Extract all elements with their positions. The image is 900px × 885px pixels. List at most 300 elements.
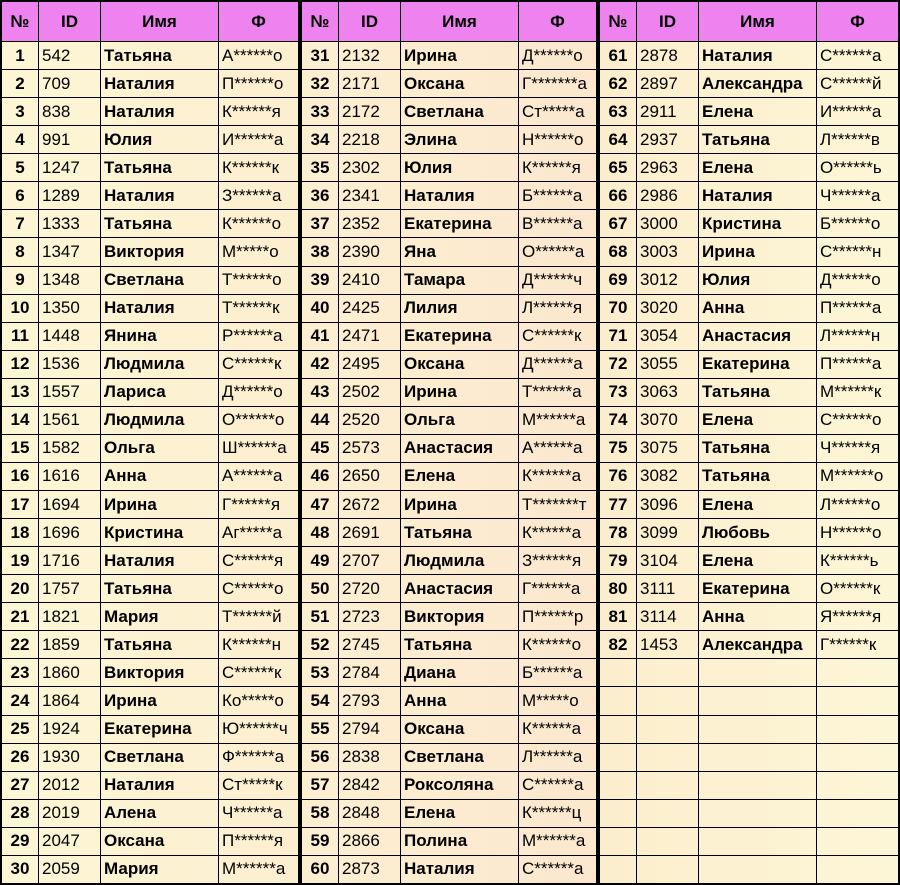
row-number: 17: [2, 491, 39, 519]
row-name: Виктория: [401, 603, 519, 631]
row-name: Татьяна: [401, 519, 519, 547]
row-number: 24: [2, 687, 39, 715]
row-name: Юлия: [401, 154, 519, 182]
header-row: [2, 2, 299, 42]
row-surname-masked: Л******о: [817, 491, 899, 519]
table-row: [600, 659, 899, 687]
row-name: Татьяна: [699, 378, 817, 406]
table-row: [600, 434, 899, 462]
row-number: 76: [600, 462, 637, 490]
row-surname-masked: З******я: [519, 547, 597, 575]
row-number: 41: [302, 322, 339, 350]
table-row: [302, 434, 597, 462]
column-header-number: №: [600, 2, 637, 42]
empty-cell: [817, 687, 899, 715]
row-surname-masked: Т*******т: [519, 491, 597, 519]
row-surname-masked: К******ц: [519, 799, 597, 827]
table-row: [600, 771, 899, 799]
row-number: 4: [2, 126, 39, 154]
row-name: Виктория: [101, 659, 219, 687]
row-name: Светлана: [401, 743, 519, 771]
row-number: 60: [302, 855, 339, 883]
row-id: 1350: [39, 294, 101, 322]
table-row: [302, 687, 597, 715]
table-row: [302, 603, 597, 631]
table-row: [2, 603, 299, 631]
row-name: Екатерина: [401, 322, 519, 350]
row-number: 22: [2, 631, 39, 659]
row-number: 69: [600, 266, 637, 294]
table-row: [600, 743, 899, 771]
row-number: 33: [302, 98, 339, 126]
empty-cell: [637, 715, 699, 743]
empty-cell: [699, 799, 817, 827]
row-number: 54: [302, 687, 339, 715]
empty-cell: [817, 827, 899, 855]
row-number: 52: [302, 631, 339, 659]
row-id: 2878: [637, 42, 699, 70]
table-row: [302, 266, 597, 294]
row-surname-masked: М*****о: [219, 238, 299, 266]
row-name: Татьяна: [101, 575, 219, 603]
table-row: [2, 238, 299, 266]
table-row: [2, 715, 299, 743]
column-header-number: №: [302, 2, 339, 42]
row-name: Анна: [699, 294, 817, 322]
row-surname-masked: С******н: [817, 238, 899, 266]
row-name: Татьяна: [699, 126, 817, 154]
table-row: [2, 210, 299, 238]
row-name: Ирина: [401, 42, 519, 70]
empty-cell: [600, 827, 637, 855]
row-id: 1289: [39, 182, 101, 210]
row-surname-masked: С******о: [219, 575, 299, 603]
row-id: 1557: [39, 378, 101, 406]
table-block-1: [1, 1, 301, 884]
row-number: 9: [2, 266, 39, 294]
row-name: Анна: [699, 603, 817, 631]
row-surname-masked: Б******а: [519, 659, 597, 687]
table-row: [600, 462, 899, 490]
empty-cell: [637, 771, 699, 799]
row-id: 991: [39, 126, 101, 154]
row-name: Елена: [699, 406, 817, 434]
row-number: 65: [600, 154, 637, 182]
table-row: [2, 827, 299, 855]
row-name: Елена: [699, 547, 817, 575]
row-id: 2172: [339, 98, 401, 126]
column-header-surname: Ф: [219, 2, 299, 42]
row-id: 1859: [39, 631, 101, 659]
row-number: 57: [302, 771, 339, 799]
row-number: 5: [2, 154, 39, 182]
empty-cell: [637, 827, 699, 855]
table-row: [2, 771, 299, 799]
table-row: [600, 855, 899, 883]
table-row: [2, 266, 299, 294]
row-name: Екатерина: [401, 210, 519, 238]
row-number: 2: [2, 70, 39, 98]
row-id: 1347: [39, 238, 101, 266]
row-id: 3111: [637, 575, 699, 603]
row-surname-masked: М******а: [519, 827, 597, 855]
row-surname-masked: Л******я: [519, 294, 597, 322]
table-row: [600, 547, 899, 575]
row-id: 1247: [39, 154, 101, 182]
empty-cell: [699, 771, 817, 799]
row-surname-masked: Я******я: [817, 603, 899, 631]
table-row: [2, 575, 299, 603]
table-row: [302, 631, 597, 659]
row-name: Анастасия: [699, 322, 817, 350]
column-header-id: ID: [339, 2, 401, 42]
row-name: Наталия: [401, 855, 519, 883]
table-row: [302, 547, 597, 575]
row-name: Светлана: [101, 743, 219, 771]
row-surname-masked: С******а: [519, 771, 597, 799]
row-id: 2784: [339, 659, 401, 687]
row-name: Наталия: [101, 771, 219, 799]
row-surname-masked: Т******о: [219, 266, 299, 294]
row-name: Оксана: [401, 350, 519, 378]
row-id: 3099: [637, 519, 699, 547]
row-id: 2672: [339, 491, 401, 519]
row-number: 6: [2, 182, 39, 210]
table-row: [600, 238, 899, 266]
row-id: 2012: [39, 771, 101, 799]
row-name: Оксана: [401, 70, 519, 98]
row-id: 709: [39, 70, 101, 98]
row-id: 1716: [39, 547, 101, 575]
row-name: Светлана: [401, 98, 519, 126]
row-number: 21: [2, 603, 39, 631]
row-name: Светлана: [101, 266, 219, 294]
row-surname-masked: К******о: [219, 210, 299, 238]
row-number: 40: [302, 294, 339, 322]
row-surname-masked: М******о: [817, 462, 899, 490]
table-row: [600, 154, 899, 182]
empty-cell: [600, 687, 637, 715]
table-row: [302, 715, 597, 743]
table-row: [600, 406, 899, 434]
row-number: 26: [2, 743, 39, 771]
table-row: [600, 519, 899, 547]
row-number: 56: [302, 743, 339, 771]
table-row: [302, 98, 597, 126]
empty-cell: [637, 799, 699, 827]
row-id: 838: [39, 98, 101, 126]
row-surname-masked: О******к: [817, 575, 899, 603]
table-row: [600, 575, 899, 603]
row-surname-masked: Н******о: [519, 126, 597, 154]
row-surname-masked: Ф******а: [219, 743, 299, 771]
row-number: 20: [2, 575, 39, 603]
row-id: 2794: [339, 715, 401, 743]
row-number: 31: [302, 42, 339, 70]
empty-cell: [600, 771, 637, 799]
column-header-name: Имя: [101, 2, 219, 42]
table-row: [2, 799, 299, 827]
row-id: 1453: [637, 631, 699, 659]
table-row: [2, 406, 299, 434]
row-surname-masked: Аг*****а: [219, 519, 299, 547]
row-name: Ирина: [101, 687, 219, 715]
row-name: Татьяна: [101, 631, 219, 659]
row-surname-masked: А******а: [219, 462, 299, 490]
row-number: 55: [302, 715, 339, 743]
table-row: [2, 462, 299, 490]
table-row: [2, 659, 299, 687]
row-number: 79: [600, 547, 637, 575]
table-row: [302, 238, 597, 266]
row-name: Тамара: [401, 266, 519, 294]
row-surname-masked: Ч******я: [817, 434, 899, 462]
table-row: [600, 266, 899, 294]
row-id: 2793: [339, 687, 401, 715]
row-surname-masked: А******о: [219, 42, 299, 70]
row-name: Элина: [401, 126, 519, 154]
row-id: 2171: [339, 70, 401, 98]
table-row: [2, 855, 299, 883]
row-surname-masked: И******а: [219, 126, 299, 154]
row-number: 36: [302, 182, 339, 210]
empty-cell: [637, 743, 699, 771]
row-surname-masked: Д******о: [519, 42, 597, 70]
table-row: [302, 210, 597, 238]
row-surname-masked: К******о: [519, 631, 597, 659]
table-row: [2, 98, 299, 126]
row-id: 3082: [637, 462, 699, 490]
column-header-name: Имя: [699, 2, 817, 42]
row-name: Людмила: [401, 547, 519, 575]
row-surname-masked: Г******а: [519, 575, 597, 603]
table-row: [600, 715, 899, 743]
row-name: Елена: [401, 799, 519, 827]
row-surname-masked: П******а: [817, 294, 899, 322]
row-name: Юлия: [101, 126, 219, 154]
row-name: Наталия: [699, 182, 817, 210]
row-surname-masked: П******о: [219, 70, 299, 98]
row-id: 3075: [637, 434, 699, 462]
row-name: Ирина: [401, 378, 519, 406]
row-name: Наталия: [101, 547, 219, 575]
row-name: Оксана: [401, 715, 519, 743]
row-number: 82: [600, 631, 637, 659]
row-number: 51: [302, 603, 339, 631]
row-id: 3000: [637, 210, 699, 238]
row-number: 18: [2, 519, 39, 547]
row-surname-masked: К******я: [219, 98, 299, 126]
row-surname-masked: П******я: [219, 827, 299, 855]
row-name: Александра: [699, 70, 817, 98]
table-row: [2, 378, 299, 406]
table-row: [2, 743, 299, 771]
row-surname-masked: П******р: [519, 603, 597, 631]
row-name: Людмила: [101, 406, 219, 434]
row-number: 49: [302, 547, 339, 575]
row-number: 66: [600, 182, 637, 210]
row-number: 58: [302, 799, 339, 827]
row-number: 39: [302, 266, 339, 294]
row-number: 70: [600, 294, 637, 322]
row-name: Татьяна: [699, 434, 817, 462]
row-surname-masked: Ст*****а: [519, 98, 597, 126]
row-name: Елена: [699, 491, 817, 519]
row-surname-masked: А******а: [519, 434, 597, 462]
row-id: 3070: [637, 406, 699, 434]
row-name: Елена: [699, 154, 817, 182]
table-row: [600, 210, 899, 238]
row-number: 71: [600, 322, 637, 350]
row-id: 2218: [339, 126, 401, 154]
row-id: 1821: [39, 603, 101, 631]
row-number: 27: [2, 771, 39, 799]
table-row: [302, 575, 597, 603]
table-row: [302, 322, 597, 350]
row-name: Мария: [101, 603, 219, 631]
row-id: 2986: [637, 182, 699, 210]
column-header-name: Имя: [401, 2, 519, 42]
row-surname-masked: В******а: [519, 210, 597, 238]
row-name: Роксоляна: [401, 771, 519, 799]
row-name: Татьяна: [101, 210, 219, 238]
row-name: Ольга: [101, 434, 219, 462]
row-surname-masked: С******й: [817, 70, 899, 98]
table-row: [600, 603, 899, 631]
row-name: Людмила: [101, 350, 219, 378]
row-number: 12: [2, 350, 39, 378]
row-surname-masked: Л******в: [817, 126, 899, 154]
row-name: Наталия: [101, 294, 219, 322]
row-number: 47: [302, 491, 339, 519]
table-row: [2, 491, 299, 519]
header-row: [600, 2, 899, 42]
empty-cell: [699, 687, 817, 715]
row-id: 1757: [39, 575, 101, 603]
row-surname-masked: К******к: [219, 154, 299, 182]
row-number: 63: [600, 98, 637, 126]
empty-cell: [600, 715, 637, 743]
row-number: 8: [2, 238, 39, 266]
row-id: 3054: [637, 322, 699, 350]
row-name: Елена: [401, 462, 519, 490]
row-id: 2352: [339, 210, 401, 238]
row-name: Анна: [401, 687, 519, 715]
row-number: 11: [2, 322, 39, 350]
empty-cell: [817, 659, 899, 687]
table-row: [302, 294, 597, 322]
table-row: [2, 182, 299, 210]
table-row: [302, 827, 597, 855]
row-id: 1860: [39, 659, 101, 687]
row-id: 2341: [339, 182, 401, 210]
table-part: [1, 1, 299, 884]
table-row: [2, 42, 299, 70]
empty-cell: [699, 659, 817, 687]
table-row: [302, 462, 597, 490]
row-id: 2471: [339, 322, 401, 350]
row-name: Наталия: [101, 98, 219, 126]
row-id: 2047: [39, 827, 101, 855]
empty-cell: [699, 743, 817, 771]
row-name: Диана: [401, 659, 519, 687]
row-id: 1348: [39, 266, 101, 294]
row-name: Наталия: [401, 182, 519, 210]
row-surname-masked: К******а: [519, 462, 597, 490]
table-row: [2, 294, 299, 322]
table-row: [302, 799, 597, 827]
row-number: 15: [2, 434, 39, 462]
row-surname-masked: Д******а: [519, 350, 597, 378]
row-name: Ирина: [699, 238, 817, 266]
table-row: [2, 154, 299, 182]
row-number: 67: [600, 210, 637, 238]
row-surname-masked: Р******а: [219, 322, 299, 350]
row-name: Анна: [101, 462, 219, 490]
row-surname-masked: С******о: [817, 406, 899, 434]
row-number: 75: [600, 434, 637, 462]
row-id: 2302: [339, 154, 401, 182]
row-surname-masked: М******а: [219, 855, 299, 883]
row-id: 2911: [637, 98, 699, 126]
row-number: 73: [600, 378, 637, 406]
row-number: 37: [302, 210, 339, 238]
row-id: 2059: [39, 855, 101, 883]
row-name: Оксана: [101, 827, 219, 855]
row-surname-masked: П******а: [817, 350, 899, 378]
table-row: [302, 491, 597, 519]
row-id: 1582: [39, 434, 101, 462]
table-row: [600, 182, 899, 210]
empty-cell: [817, 743, 899, 771]
row-number: 81: [600, 603, 637, 631]
table-row: [2, 350, 299, 378]
row-id: 1333: [39, 210, 101, 238]
table-row: [302, 126, 597, 154]
row-number: 42: [302, 350, 339, 378]
row-number: 30: [2, 855, 39, 883]
row-surname-masked: Л******а: [519, 743, 597, 771]
row-surname-masked: Н******о: [817, 519, 899, 547]
row-number: 35: [302, 154, 339, 182]
row-name: Екатерина: [101, 715, 219, 743]
row-surname-masked: Д******о: [219, 378, 299, 406]
row-id: 2842: [339, 771, 401, 799]
row-number: 53: [302, 659, 339, 687]
empty-cell: [600, 855, 637, 883]
table-row: [2, 70, 299, 98]
table-row: [600, 322, 899, 350]
table-row: [600, 126, 899, 154]
row-name: Ирина: [101, 491, 219, 519]
table-row: [600, 70, 899, 98]
row-id: 2495: [339, 350, 401, 378]
row-number: 43: [302, 378, 339, 406]
row-number: 50: [302, 575, 339, 603]
row-id: 2502: [339, 378, 401, 406]
row-name: Татьяна: [101, 154, 219, 182]
empty-cell: [817, 715, 899, 743]
row-surname-masked: М******а: [519, 406, 597, 434]
row-surname-masked: К******а: [519, 519, 597, 547]
table-row: [600, 98, 899, 126]
row-number: 10: [2, 294, 39, 322]
table-row: [2, 519, 299, 547]
row-surname-masked: К******я: [519, 154, 597, 182]
table-part: [599, 1, 899, 884]
table-row: [600, 42, 899, 70]
row-id: 2745: [339, 631, 401, 659]
